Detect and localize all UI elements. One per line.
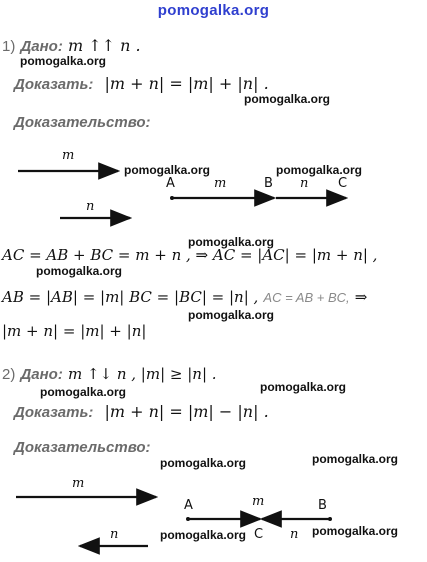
point-b2-dot bbox=[328, 517, 332, 521]
label-point-a: A bbox=[166, 176, 175, 191]
watermark: pomogalka.org bbox=[20, 54, 107, 68]
part1-prove-label: Доказать: bbox=[14, 76, 94, 93]
point-a-dot bbox=[170, 196, 174, 200]
part2-number: 2) bbox=[2, 366, 16, 383]
site-header[interactable]: pomogalka.org bbox=[157, 2, 270, 19]
part1-given-expr: m ↑↑ n . bbox=[67, 36, 141, 55]
part1-number: 1) bbox=[2, 38, 16, 55]
label-ab-m: m bbox=[214, 176, 227, 191]
label-point-c2: C bbox=[254, 527, 264, 542]
part1-proof-label: Доказательство: bbox=[14, 114, 151, 131]
part2-given-expr: m ↑↓ n , |m| ≥ |n| . bbox=[67, 365, 217, 383]
label-cb-n: n bbox=[290, 527, 299, 542]
watermark: pomogalka.org bbox=[312, 452, 399, 466]
part2-given-label: Дано: bbox=[20, 366, 63, 383]
label-point-a2: A bbox=[184, 498, 193, 513]
part1-prove-expr: |m + n| = |m| + |n| . bbox=[104, 74, 269, 93]
label-point-c: C bbox=[338, 176, 348, 191]
watermark: pomogalka.org bbox=[244, 92, 331, 106]
part2-given bbox=[2, 364, 217, 383]
watermark: pomogalka.org bbox=[36, 264, 123, 278]
part2-proof-label: Доказательство: bbox=[14, 439, 151, 456]
label-vec-n2: n bbox=[110, 527, 119, 542]
watermark: pomogalka.org bbox=[260, 380, 347, 394]
watermark: pomogalka.org bbox=[312, 524, 399, 538]
label-bc-n: n bbox=[300, 176, 309, 191]
part1-line2 bbox=[2, 287, 367, 306]
point-a2-dot bbox=[186, 517, 190, 521]
watermark: pomogalka.org bbox=[276, 163, 363, 177]
part1-given-label: Дано: bbox=[20, 38, 63, 55]
part1-line1: AC = AB + BC = m + n , ⇒ AC = |AC| = |m + n| , bbox=[2, 246, 378, 264]
label-point-b2: B bbox=[318, 498, 327, 513]
label-vec-n: n bbox=[86, 199, 95, 214]
part2-prove-label: Доказать: bbox=[14, 404, 94, 421]
label-point-b: B bbox=[264, 176, 273, 191]
label-vec-m2: m bbox=[72, 476, 85, 491]
watermark: pomogalka.org bbox=[188, 308, 275, 322]
watermark: pomogalka.org bbox=[124, 163, 211, 177]
watermark: pomogalka.org bbox=[40, 385, 127, 399]
label-vec-m: m bbox=[62, 148, 75, 163]
part1-line2-math: AB = |AB| = |m| BC = |BC| = |n| , bbox=[2, 288, 259, 306]
watermark: pomogalka.org bbox=[160, 456, 247, 470]
part2-prove bbox=[14, 402, 269, 421]
part1-line2-plain: AC = AB + BC, bbox=[263, 290, 350, 305]
label-am-m: m bbox=[252, 494, 265, 509]
part1-line3: |m + n| = |m| + |n| bbox=[2, 322, 147, 340]
watermark: pomogalka.org bbox=[160, 528, 247, 542]
part2-prove-expr: |m + n| = |m| − |n| . bbox=[104, 402, 269, 421]
watermark: pomogalka.org bbox=[188, 235, 275, 249]
part1-line2-implies: ⇒ bbox=[354, 288, 368, 306]
